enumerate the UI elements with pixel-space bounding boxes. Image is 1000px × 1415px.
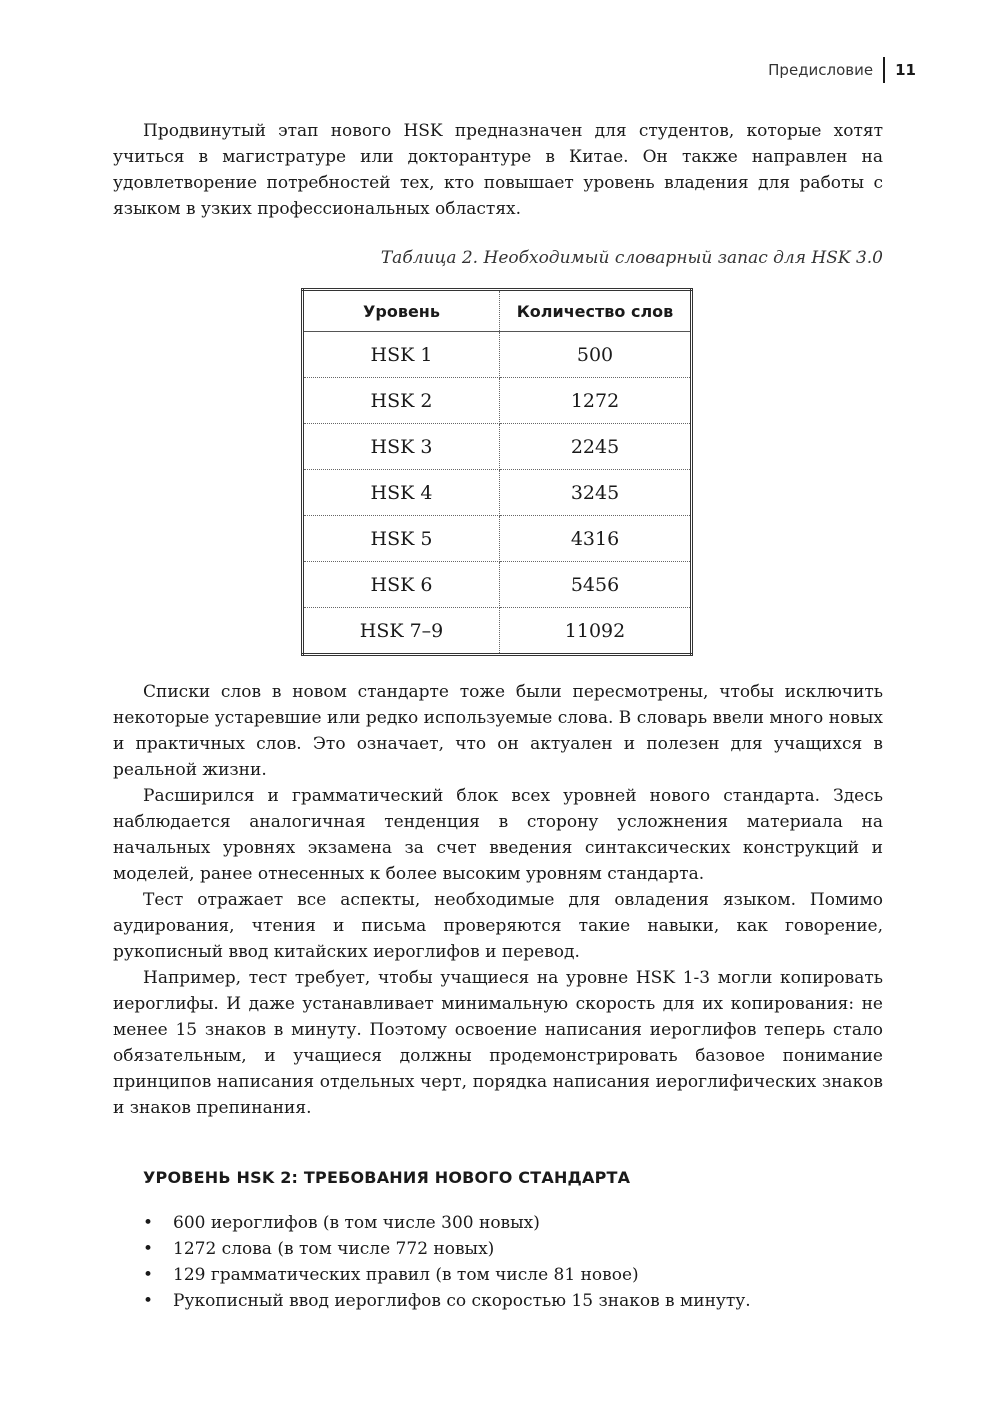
cell-level: HSK 1 xyxy=(303,332,500,378)
list-item-text: 600 иероглифов (в том числе 300 новых) xyxy=(173,1213,540,1233)
table-row xyxy=(303,562,692,608)
column-header-word-count: Количество слов xyxy=(500,290,692,332)
cell-level: HSK 4 xyxy=(303,470,500,516)
intro-paragraph: Продвинутый этап нового HSK предназначен для студентов, которые хотят учиться в магистратуре или докторантуре в Китае. Он также направлен на удовлетворение потребностей тех, кто повышает уровень владения для работы с языком в узких профессиональных областях. xyxy=(113,121,883,219)
cell-level: HSK 5 xyxy=(303,516,500,562)
list-item xyxy=(143,1210,751,1236)
page-number: 11 xyxy=(895,61,916,79)
table-row xyxy=(303,470,692,516)
cell-level: HSK 2 xyxy=(303,378,500,424)
cell-word-count: 1272 xyxy=(500,378,692,424)
running-head xyxy=(768,56,916,84)
table-row xyxy=(303,516,692,562)
bullet-icon: • xyxy=(143,1265,154,1285)
list-item xyxy=(143,1236,751,1262)
cell-word-count: 5456 xyxy=(500,562,692,608)
table-row xyxy=(303,424,692,470)
list-item xyxy=(143,1288,751,1314)
intro-block xyxy=(113,118,883,222)
list-item-text: 1272 слова (в том числе 772 новых) xyxy=(173,1239,495,1259)
body-paragraph: Расширился и грамматический блок всех уровней нового стандарта. Здесь наблюдается аналогичная тенденция в сторону усложнения материала на начальных уровнях экзамена за счет введения синтаксических конструкций и моделей, ранее отнесенных к более высоким уровням стандарта. xyxy=(113,786,883,884)
table-row xyxy=(303,332,692,378)
table-row xyxy=(303,608,692,655)
bullet-icon: • xyxy=(143,1291,154,1311)
bullet-icon: • xyxy=(143,1239,154,1259)
table-header-row xyxy=(303,290,692,332)
body-paragraph: Тест отражает все аспекты, необходимые для овладения языком. Помимо аудирования, чтения и письма проверяются такие навыки, как говорение, рукописный ввод китайских иероглифов и перевод. xyxy=(113,890,883,962)
requirements-list xyxy=(143,1210,751,1314)
column-header-level: Уровень xyxy=(303,290,500,332)
section-heading: УРОВЕНЬ HSK 2: ТРЕБОВАНИЯ НОВОГО СТАНДАРТА xyxy=(143,1168,631,1187)
table-row xyxy=(303,378,692,424)
bullet-icon: • xyxy=(143,1213,154,1233)
list-item xyxy=(143,1262,751,1288)
cell-level: HSK 6 xyxy=(303,562,500,608)
cell-word-count: 3245 xyxy=(500,470,692,516)
vocabulary-table xyxy=(301,288,693,656)
cell-word-count: 500 xyxy=(500,332,692,378)
running-head-title: Предисловие xyxy=(768,61,874,79)
cell-level: HSK 3 xyxy=(303,424,500,470)
cell-level: HSK 7–9 xyxy=(303,608,500,655)
body-text xyxy=(113,679,883,1121)
list-item-text: 129 грамматических правил (в том числе 81 новое) xyxy=(173,1265,639,1285)
list-item-text: Рукописный ввод иероглифов со скоростью 15 знаков в минуту. xyxy=(173,1291,751,1311)
cell-word-count: 11092 xyxy=(564,619,626,642)
cell-word-count: 4316 xyxy=(500,516,692,562)
body-paragraph: Например, тест требует, чтобы учащиеся на уровне HSK 1-3 могли копировать иероглифы. И даже устанавливает минимальную скорость для их копирования: не менее 15 знаков в минуту. Поэтому освоение написания иероглифов теперь стало обязательным, и учащиеся должны продемонстрировать базовое понимание принципов написания отдельных черт, порядка написания иероглифических знаков и знаков препинания. xyxy=(113,968,883,1118)
table-caption: Таблица 2. Необходимый словарный запас для HSK 3.0 xyxy=(380,248,883,268)
body-paragraph: Списки слов в новом стандарте тоже были пересмотрены, чтобы исключить некоторые устаревшие или редко используемые слова. В словарь ввели много новых и практичных слов. Это означает, что он актуален и полезен для учащихся в реальной жизни. xyxy=(113,682,883,780)
cell-word-count: 2245 xyxy=(500,424,692,470)
